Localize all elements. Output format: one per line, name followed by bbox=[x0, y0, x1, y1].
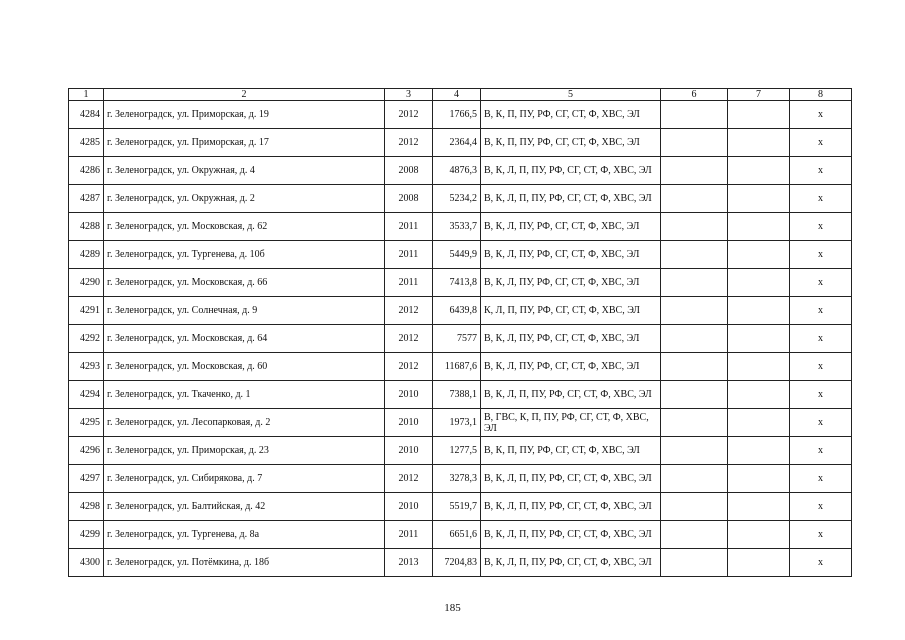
row-number-cell: 4291 bbox=[69, 297, 104, 325]
column-7-cell bbox=[728, 213, 790, 241]
area-cell: 7577 bbox=[433, 325, 481, 353]
row-number-cell: 4299 bbox=[69, 521, 104, 549]
address-cell: г. Зеленоградск, ул. Приморская, д. 23 bbox=[104, 437, 385, 465]
column-6-cell bbox=[661, 157, 728, 185]
mark-cell: х bbox=[790, 437, 852, 465]
year-cell: 2012 bbox=[385, 297, 433, 325]
row-number-cell: 4297 bbox=[69, 465, 104, 493]
mark-cell: х bbox=[790, 213, 852, 241]
column-6-cell bbox=[661, 213, 728, 241]
systems-cell: В, ГВС, К, П, ПУ, РФ, СГ, СТ, Ф, ХВС, ЭЛ bbox=[481, 409, 661, 437]
year-cell: 2012 bbox=[385, 325, 433, 353]
column-6-cell bbox=[661, 353, 728, 381]
column-6-cell bbox=[661, 185, 728, 213]
mark-cell: х bbox=[790, 185, 852, 213]
table-row bbox=[69, 185, 852, 213]
table-row bbox=[69, 353, 852, 381]
address-cell: г. Зеленоградск, ул. Лесопарковая, д. 2 bbox=[104, 409, 385, 437]
column-7-cell bbox=[728, 325, 790, 353]
area-cell: 7413,8 bbox=[433, 269, 481, 297]
address-cell: г. Зеленоградск, ул. Приморская, д. 19 bbox=[104, 101, 385, 129]
table-row bbox=[69, 493, 852, 521]
column-7-cell bbox=[728, 185, 790, 213]
column-6-cell bbox=[661, 465, 728, 493]
address-cell: г. Зеленоградск, ул. Тургенева, д. 8а bbox=[104, 521, 385, 549]
year-cell: 2011 bbox=[385, 269, 433, 297]
systems-cell: В, К, Л, ПУ, РФ, СГ, СТ, Ф, ХВС, ЭЛ bbox=[481, 269, 661, 297]
column-header: 1 bbox=[69, 89, 104, 101]
row-number-cell: 4292 bbox=[69, 325, 104, 353]
column-7-cell bbox=[728, 157, 790, 185]
column-7-cell bbox=[728, 129, 790, 157]
systems-cell: В, К, П, ПУ, РФ, СГ, СТ, Ф, ХВС, ЭЛ bbox=[481, 437, 661, 465]
row-number-cell: 4285 bbox=[69, 129, 104, 157]
year-cell: 2008 bbox=[385, 185, 433, 213]
column-6-cell bbox=[661, 381, 728, 409]
year-cell: 2011 bbox=[385, 521, 433, 549]
table-row bbox=[69, 437, 852, 465]
table-row bbox=[69, 101, 852, 129]
column-6-cell bbox=[661, 521, 728, 549]
systems-cell: В, К, Л, ПУ, РФ, СГ, СТ, Ф, ХВС, ЭЛ bbox=[481, 325, 661, 353]
table-row bbox=[69, 297, 852, 325]
address-cell: г. Зеленоградск, ул. Сибирякова, д. 7 bbox=[104, 465, 385, 493]
table-row bbox=[69, 549, 852, 577]
address-cell: г. Зеленоградск, ул. Ткаченко, д. 1 bbox=[104, 381, 385, 409]
mark-cell: х bbox=[790, 269, 852, 297]
mark-cell: х bbox=[790, 521, 852, 549]
table-row bbox=[69, 465, 852, 493]
area-cell: 11687,6 bbox=[433, 353, 481, 381]
systems-cell: В, К, Л, П, ПУ, РФ, СГ, СТ, Ф, ХВС, ЭЛ bbox=[481, 493, 661, 521]
column-header: 7 bbox=[728, 89, 790, 101]
year-cell: 2012 bbox=[385, 465, 433, 493]
row-number-cell: 4289 bbox=[69, 241, 104, 269]
column-header: 2 bbox=[104, 89, 385, 101]
area-cell: 5449,9 bbox=[433, 241, 481, 269]
table-body bbox=[69, 101, 852, 577]
column-header: 5 bbox=[481, 89, 661, 101]
column-6-cell bbox=[661, 549, 728, 577]
address-cell: г. Зеленоградск, ул. Окружная, д. 2 bbox=[104, 185, 385, 213]
address-cell: г. Зеленоградск, ул. Московская, д. 60 bbox=[104, 353, 385, 381]
mark-cell: х bbox=[790, 157, 852, 185]
table-row bbox=[69, 325, 852, 353]
area-cell: 1973,1 bbox=[433, 409, 481, 437]
systems-cell: В, К, Л, П, ПУ, РФ, СГ, СТ, Ф, ХВС, ЭЛ bbox=[481, 381, 661, 409]
mark-cell: х bbox=[790, 465, 852, 493]
document-page bbox=[68, 88, 851, 577]
table-row bbox=[69, 129, 852, 157]
column-6-cell bbox=[661, 409, 728, 437]
column-7-cell bbox=[728, 465, 790, 493]
year-cell: 2010 bbox=[385, 493, 433, 521]
area-cell: 5234,2 bbox=[433, 185, 481, 213]
column-7-cell bbox=[728, 381, 790, 409]
row-number-cell: 4290 bbox=[69, 269, 104, 297]
page-number: 185 bbox=[444, 602, 461, 614]
year-cell: 2011 bbox=[385, 241, 433, 269]
mark-cell: х bbox=[790, 241, 852, 269]
year-cell: 2010 bbox=[385, 437, 433, 465]
area-cell: 3278,3 bbox=[433, 465, 481, 493]
row-number-cell: 4293 bbox=[69, 353, 104, 381]
year-cell: 2012 bbox=[385, 129, 433, 157]
column-header: 4 bbox=[433, 89, 481, 101]
table-row bbox=[69, 381, 852, 409]
year-cell: 2010 bbox=[385, 409, 433, 437]
row-number-cell: 4286 bbox=[69, 157, 104, 185]
address-cell: г. Зеленоградск, ул. Московская, д. 62 bbox=[104, 213, 385, 241]
column-6-cell bbox=[661, 297, 728, 325]
address-cell: г. Зеленоградск, ул. Потёмкина, д. 18б bbox=[104, 549, 385, 577]
systems-cell: В, К, Л, ПУ, РФ, СГ, СТ, Ф, ХВС, ЭЛ bbox=[481, 353, 661, 381]
area-cell: 2364,4 bbox=[433, 129, 481, 157]
area-cell: 5519,7 bbox=[433, 493, 481, 521]
column-6-cell bbox=[661, 101, 728, 129]
systems-cell: В, К, Л, П, ПУ, РФ, СГ, СТ, Ф, ХВС, ЭЛ bbox=[481, 157, 661, 185]
address-cell: г. Зеленоградск, ул. Московская, д. 64 bbox=[104, 325, 385, 353]
mark-cell: х bbox=[790, 409, 852, 437]
mark-cell: х bbox=[790, 297, 852, 325]
table-row bbox=[69, 269, 852, 297]
address-cell: г. Зеленоградск, ул. Окружная, д. 4 bbox=[104, 157, 385, 185]
systems-cell: В, К, Л, П, ПУ, РФ, СГ, СТ, Ф, ХВС, ЭЛ bbox=[481, 521, 661, 549]
systems-cell: В, К, П, ПУ, РФ, СГ, СТ, Ф, ХВС, ЭЛ bbox=[481, 129, 661, 157]
column-number-header-row bbox=[69, 89, 852, 101]
row-number-cell: 4295 bbox=[69, 409, 104, 437]
systems-cell: В, К, Л, ПУ, РФ, СГ, СТ, Ф, ХВС, ЭЛ bbox=[481, 241, 661, 269]
address-cell: г. Зеленоградск, ул. Приморская, д. 17 bbox=[104, 129, 385, 157]
year-cell: 2011 bbox=[385, 213, 433, 241]
year-cell: 2012 bbox=[385, 101, 433, 129]
column-7-cell bbox=[728, 521, 790, 549]
mark-cell: х bbox=[790, 549, 852, 577]
column-6-cell bbox=[661, 325, 728, 353]
row-number-cell: 4287 bbox=[69, 185, 104, 213]
year-cell: 2010 bbox=[385, 381, 433, 409]
year-cell: 2013 bbox=[385, 549, 433, 577]
column-6-cell bbox=[661, 493, 728, 521]
area-cell: 4876,3 bbox=[433, 157, 481, 185]
row-number-cell: 4300 bbox=[69, 549, 104, 577]
systems-cell: В, К, Л, П, ПУ, РФ, СГ, СТ, Ф, ХВС, ЭЛ bbox=[481, 465, 661, 493]
area-cell: 6439,8 bbox=[433, 297, 481, 325]
year-cell: 2012 bbox=[385, 353, 433, 381]
area-cell: 7388,1 bbox=[433, 381, 481, 409]
mark-cell: х bbox=[790, 129, 852, 157]
column-7-cell bbox=[728, 409, 790, 437]
column-7-cell bbox=[728, 493, 790, 521]
mark-cell: х bbox=[790, 101, 852, 129]
address-cell: г. Зеленоградск, ул. Солнечная, д. 9 bbox=[104, 297, 385, 325]
mark-cell: х bbox=[790, 325, 852, 353]
table-row bbox=[69, 213, 852, 241]
table-row bbox=[69, 521, 852, 549]
column-7-cell bbox=[728, 269, 790, 297]
column-7-cell bbox=[728, 101, 790, 129]
column-6-cell bbox=[661, 129, 728, 157]
row-number-cell: 4284 bbox=[69, 101, 104, 129]
column-6-cell bbox=[661, 241, 728, 269]
area-cell: 7204,83 bbox=[433, 549, 481, 577]
row-number-cell: 4298 bbox=[69, 493, 104, 521]
mark-cell: х bbox=[790, 493, 852, 521]
table-row bbox=[69, 157, 852, 185]
column-7-cell bbox=[728, 549, 790, 577]
systems-cell: В, К, Л, ПУ, РФ, СГ, СТ, Ф, ХВС, ЭЛ bbox=[481, 213, 661, 241]
year-cell: 2008 bbox=[385, 157, 433, 185]
column-7-cell bbox=[728, 353, 790, 381]
row-number-cell: 4294 bbox=[69, 381, 104, 409]
systems-cell: В, К, Л, П, ПУ, РФ, СГ, СТ, Ф, ХВС, ЭЛ bbox=[481, 185, 661, 213]
column-6-cell bbox=[661, 269, 728, 297]
area-cell: 1277,5 bbox=[433, 437, 481, 465]
systems-cell: В, К, Л, П, ПУ, РФ, СГ, СТ, Ф, ХВС, ЭЛ bbox=[481, 549, 661, 577]
column-header: 6 bbox=[661, 89, 728, 101]
area-cell: 6651,6 bbox=[433, 521, 481, 549]
table-row bbox=[69, 241, 852, 269]
table-row bbox=[69, 409, 852, 437]
column-6-cell bbox=[661, 437, 728, 465]
mark-cell: х bbox=[790, 353, 852, 381]
column-7-cell bbox=[728, 437, 790, 465]
column-7-cell bbox=[728, 241, 790, 269]
address-cell: г. Зеленоградск, ул. Тургенева, д. 10б bbox=[104, 241, 385, 269]
building-registry-table bbox=[68, 88, 852, 577]
systems-cell: К, Л, П, ПУ, РФ, СГ, СТ, Ф, ХВС, ЭЛ bbox=[481, 297, 661, 325]
row-number-cell: 4296 bbox=[69, 437, 104, 465]
column-header: 8 bbox=[790, 89, 852, 101]
column-header: 3 bbox=[385, 89, 433, 101]
mark-cell: х bbox=[790, 381, 852, 409]
area-cell: 3533,7 bbox=[433, 213, 481, 241]
column-7-cell bbox=[728, 297, 790, 325]
address-cell: г. Зеленоградск, ул. Балтийская, д. 42 bbox=[104, 493, 385, 521]
area-cell: 1766,5 bbox=[433, 101, 481, 129]
row-number-cell: 4288 bbox=[69, 213, 104, 241]
address-cell: г. Зеленоградск, ул. Московская, д. 66 bbox=[104, 269, 385, 297]
systems-cell: В, К, П, ПУ, РФ, СГ, СТ, Ф, ХВС, ЭЛ bbox=[481, 101, 661, 129]
